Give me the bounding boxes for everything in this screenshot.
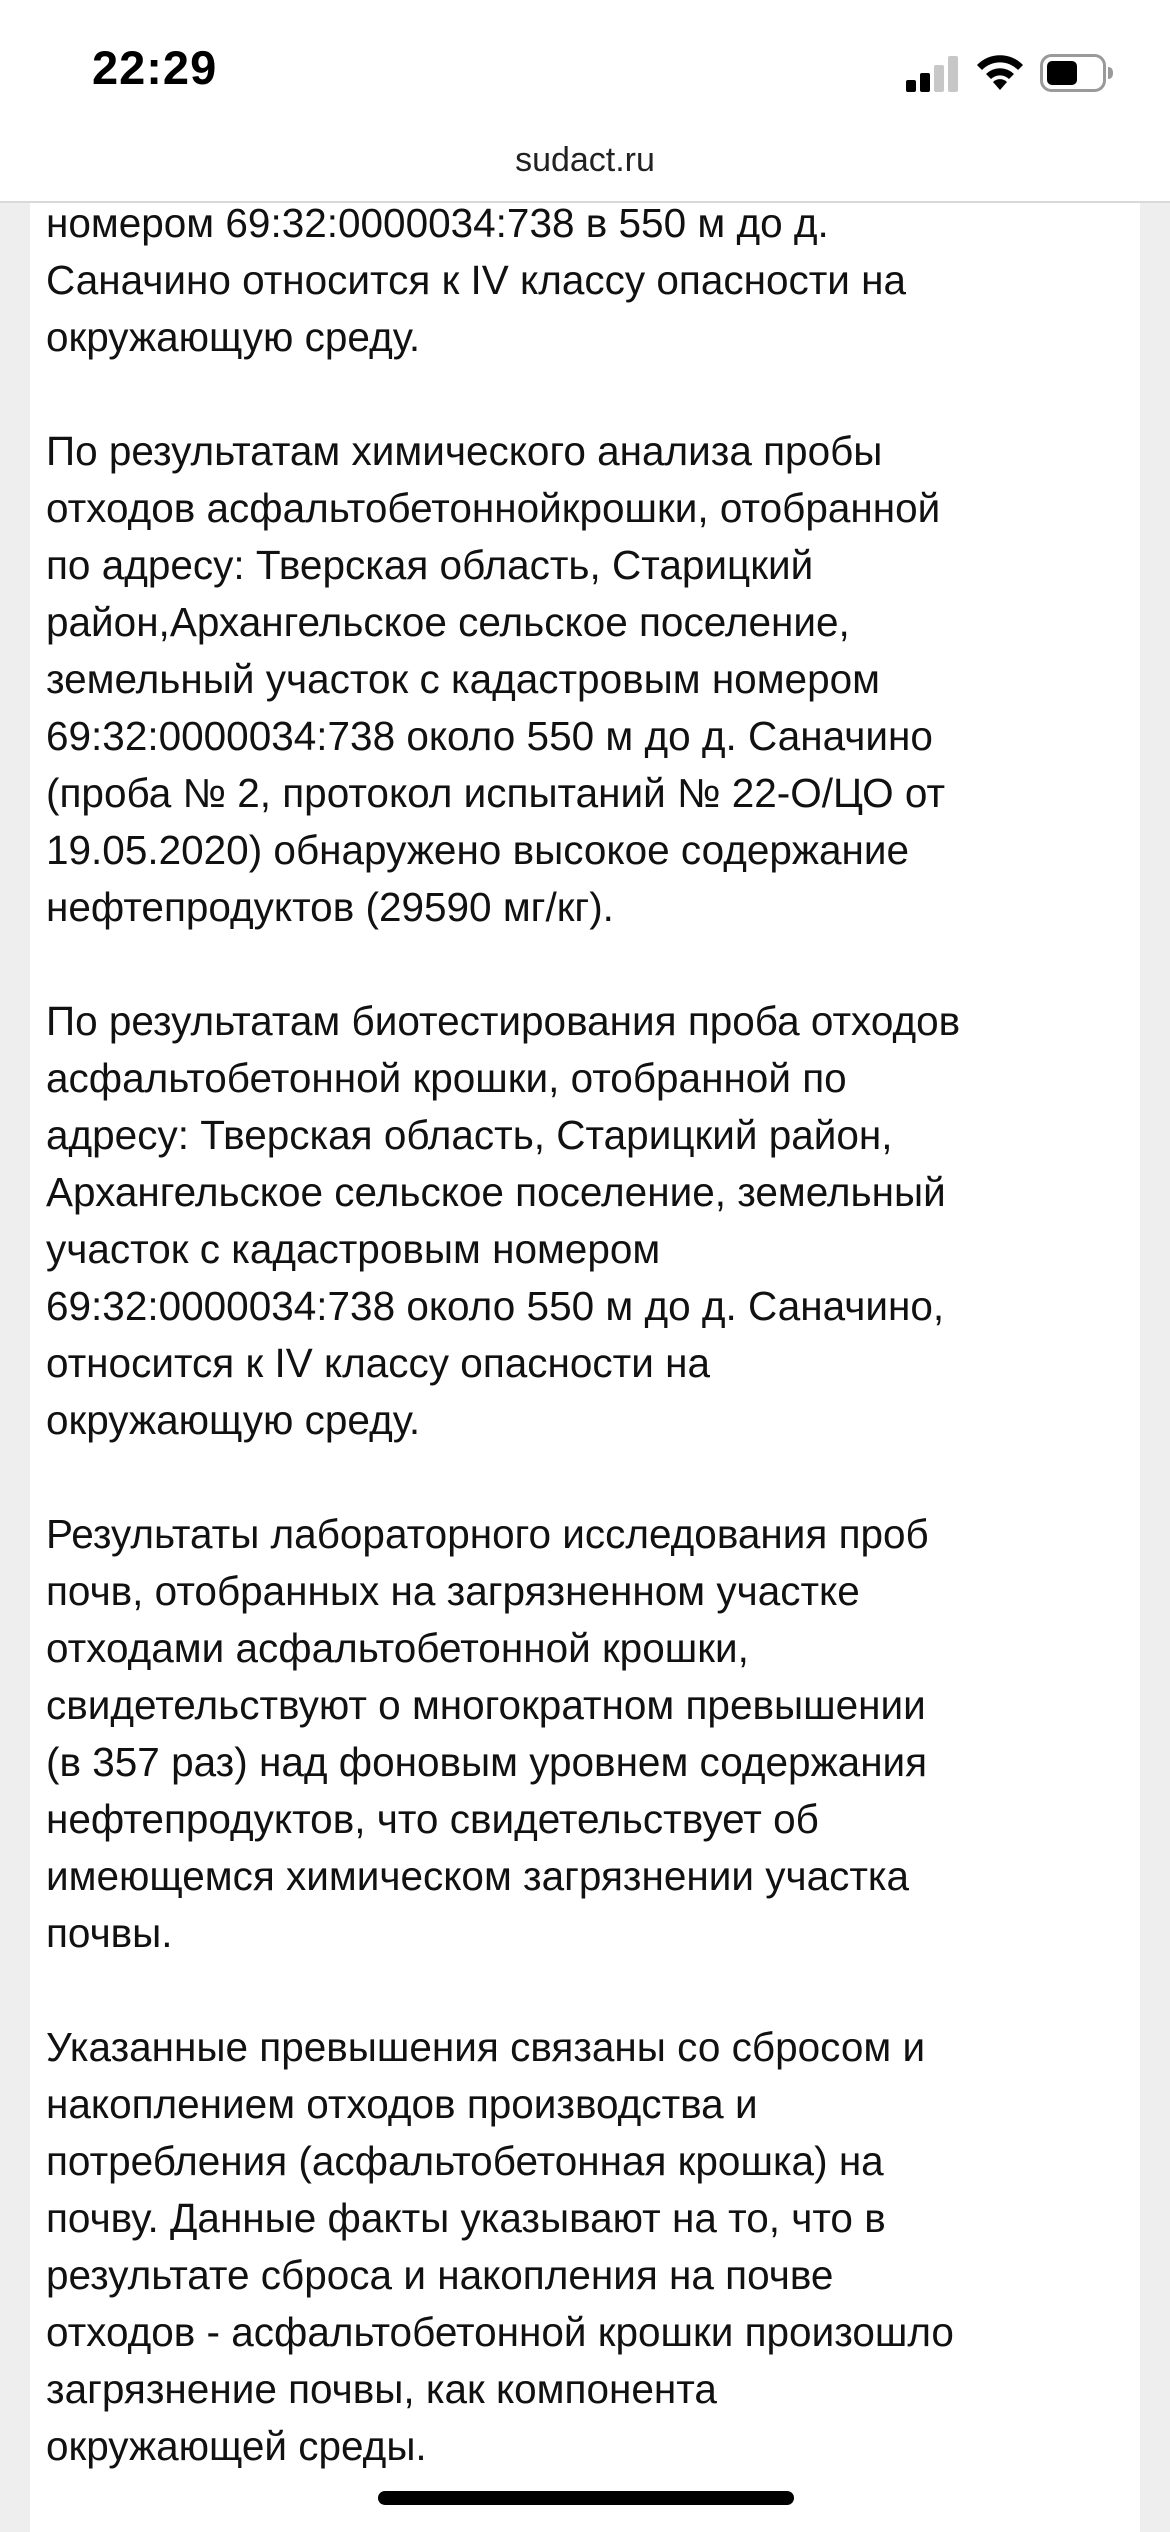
status-time: 22:29 <box>92 41 218 94</box>
paragraph: Указанные превышения связаны со сбросом и накоплением отходов производства и потребления (асфальтобетонная крошка) на почву. Данные факты указывают на то, что в результате сброса и накопления на почве отходов - асфальтобетонной крошки произошло загрязнение почвы, как компонента окружающей среды. <box>46 2024 954 2469</box>
page-margin-right <box>1140 203 1170 2532</box>
status-bar <box>0 0 1170 140</box>
wifi-icon <box>974 52 1026 92</box>
page-margin-left <box>0 203 30 2532</box>
browser-url[interactable]: sudact.ru <box>515 141 655 179</box>
cellular-signal-icon <box>906 56 960 92</box>
paragraph: Результаты лабораторного исследования проб почв, отобранных на загрязненном участке отходами асфальтобетонной крошки, свидетельствуют о многократном превышении (в 357 раз) над фоновым уровнем содержания нефтепродуктов, что свидетельствует об имеющемся химическом загрязнении участка почвы. <box>46 1511 929 1956</box>
document-body[interactable] <box>46 195 1116 2495</box>
paragraph: По результатам химического анализа пробы отходов асфальтобетоннойкрошки, отобранной по адресу: Тверская область, Старицкий район,Архангельское сельское поселение, земельный участок с кадастровым номером 69:32:0000034:738 около 550 м до д. Саначино (проба № 2, протокол испытаний № 22-О/ЦО от 19.05.2020) обнаружено высокое содержание нефтепродуктов (29590 мг/кг). <box>46 428 946 930</box>
battery-icon <box>1040 54 1114 92</box>
paragraph: номером 69:32:0000034:738 в 550 м до д. Саначино относится к IV классу опасности на окружающую среду. <box>46 200 907 360</box>
home-indicator[interactable] <box>378 2491 794 2505</box>
paragraph: По результатам биотестирования проба отходов асфальтобетонной крошки, отобранной по адресу: Тверская область, Старицкий район, Архангельское сельское поселение, земельный участок с кадастровым номером 69:32:0000034:738 около 550 м до д. Саначино, относится к IV классу опасности на окружающую среду. <box>46 998 961 1443</box>
